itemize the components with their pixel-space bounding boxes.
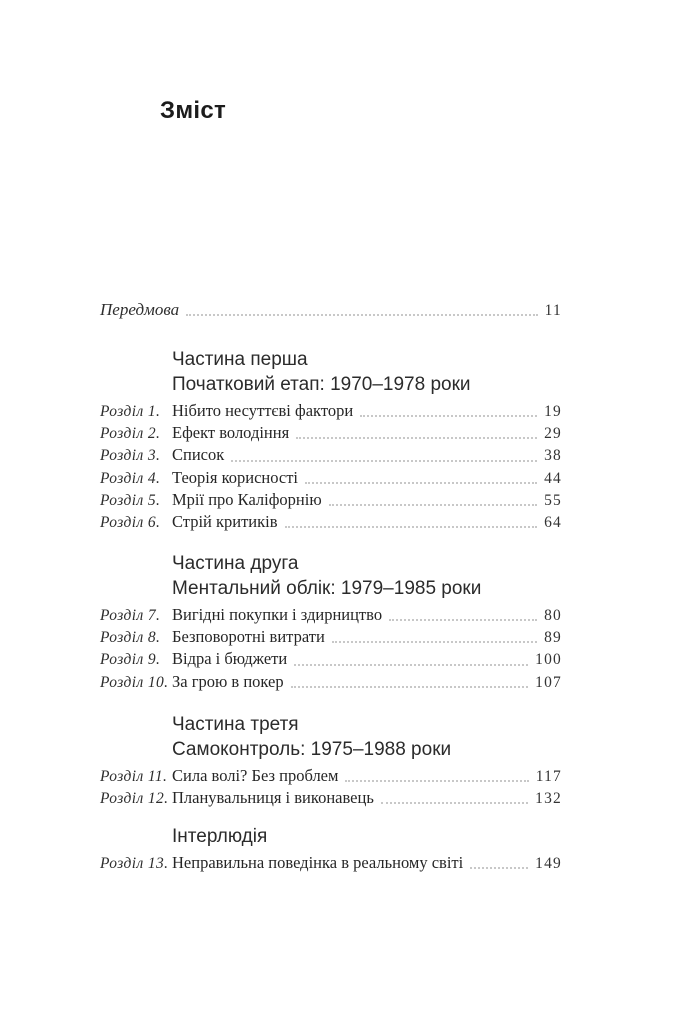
part-3-heading	[172, 712, 562, 762]
chapter-number: Розділ 12.	[100, 790, 169, 808]
interlude-heading-line1: Інтерлюдія	[172, 826, 268, 847]
page-number: 38	[544, 447, 562, 465]
part-1-section	[100, 347, 562, 534]
interlude-section	[100, 824, 562, 875]
part-2-section	[100, 551, 562, 694]
chapter-title: Список	[172, 445, 225, 465]
interlude-heading	[172, 824, 562, 849]
preface-label: Передмова	[100, 300, 180, 319]
chapter-number: Розділ 3.	[100, 447, 161, 465]
page-number: 117	[535, 768, 562, 785]
part-3-heading-line1: Частина третя	[172, 714, 299, 735]
dot-leader	[389, 619, 537, 621]
chapter-row	[100, 853, 562, 875]
chapter-row	[100, 649, 562, 671]
chapter-number: Розділ 13.	[100, 855, 169, 872]
dot-leader	[329, 504, 537, 506]
part-1-heading-line2: Початковий етап: 1970–1978 роки	[172, 374, 471, 395]
chapter-row	[100, 672, 562, 694]
chapter-title: Ефект володіння	[172, 423, 290, 443]
chapter-number: Розділ 8.	[100, 629, 161, 647]
dot-leader	[294, 664, 528, 666]
page-number: 44	[544, 469, 562, 487]
part-1-heading-line1: Частина перша	[172, 349, 308, 370]
page-number: 107	[535, 673, 562, 691]
page-title: Зміст	[160, 97, 227, 124]
chapter-title: Нібито несуттєві фактори	[172, 401, 354, 420]
page-number: 64	[544, 513, 562, 531]
part-2-heading	[172, 551, 562, 601]
dot-leader	[345, 780, 528, 782]
chapter-title: Планувальниця і виконавець	[172, 788, 374, 808]
part-2-heading-line1: Частина друга	[172, 553, 299, 574]
dot-leader	[231, 460, 537, 462]
page-number: 132	[535, 790, 562, 808]
chapter-row	[100, 627, 562, 649]
chapter-row	[100, 788, 562, 810]
dot-leader	[332, 641, 537, 643]
page-number: 89	[544, 629, 562, 647]
part-2-heading-line2: Ментальний облік: 1979–1985 роки	[172, 578, 482, 599]
dot-leader	[296, 437, 537, 439]
chapter-number: Розділ 1.	[100, 403, 161, 420]
chapter-title: Вигідні покупки і здирництво	[172, 605, 383, 624]
chapter-row	[100, 605, 562, 627]
chapter-title: Теорія корисності	[172, 467, 299, 487]
chapter-title: Неправильна поведінка в реальному світі	[172, 853, 464, 872]
chapter-number: Розділ 5.	[100, 491, 161, 509]
chapter-number: Розділ 10.	[100, 673, 169, 691]
part-3-section	[100, 712, 562, 810]
dot-leader	[470, 867, 528, 869]
dot-leader	[285, 526, 538, 528]
chapter-number: Розділ 2.	[100, 425, 161, 443]
chapter-row	[100, 766, 562, 788]
dot-leader	[291, 686, 529, 688]
part-1-heading	[172, 347, 562, 397]
chapter-row	[100, 512, 562, 534]
dot-leader	[381, 802, 528, 804]
page-number: 100	[535, 651, 562, 669]
chapter-title: Стрій критиків	[172, 511, 278, 531]
chapter-number: Розділ 9.	[100, 651, 161, 669]
page-number: 19	[544, 403, 562, 420]
page-number: 29	[544, 425, 562, 443]
chapter-title: Відра і бюджети	[172, 649, 288, 669]
page-number: 149	[535, 855, 562, 872]
chapter-number: Розділ 6.	[100, 513, 161, 531]
chapter-row	[100, 423, 562, 445]
chapter-title: За грою в покер	[172, 671, 284, 691]
chapter-title: Безповоротні витрати	[172, 627, 325, 647]
chapter-row	[100, 401, 562, 423]
chapter-title: Сила волі? Без проблем	[172, 766, 339, 785]
page-number: 11	[544, 302, 562, 319]
dot-leader	[305, 482, 537, 484]
chapter-row	[100, 445, 562, 467]
dot-leader	[360, 415, 537, 417]
preface-row	[100, 300, 562, 322]
chapter-title: Мрії про Каліфорнію	[172, 489, 322, 509]
chapter-number: Розділ 7.	[100, 607, 161, 624]
dot-leader	[186, 314, 538, 316]
part-3-heading-line2: Самоконтроль: 1975–1988 роки	[172, 739, 452, 760]
page-number: 80	[544, 607, 562, 624]
chapter-row	[100, 468, 562, 490]
chapter-number: Розділ 11.	[100, 768, 168, 785]
page-number: 55	[544, 491, 562, 509]
chapter-row	[100, 490, 562, 512]
chapter-number: Розділ 4.	[100, 469, 161, 487]
